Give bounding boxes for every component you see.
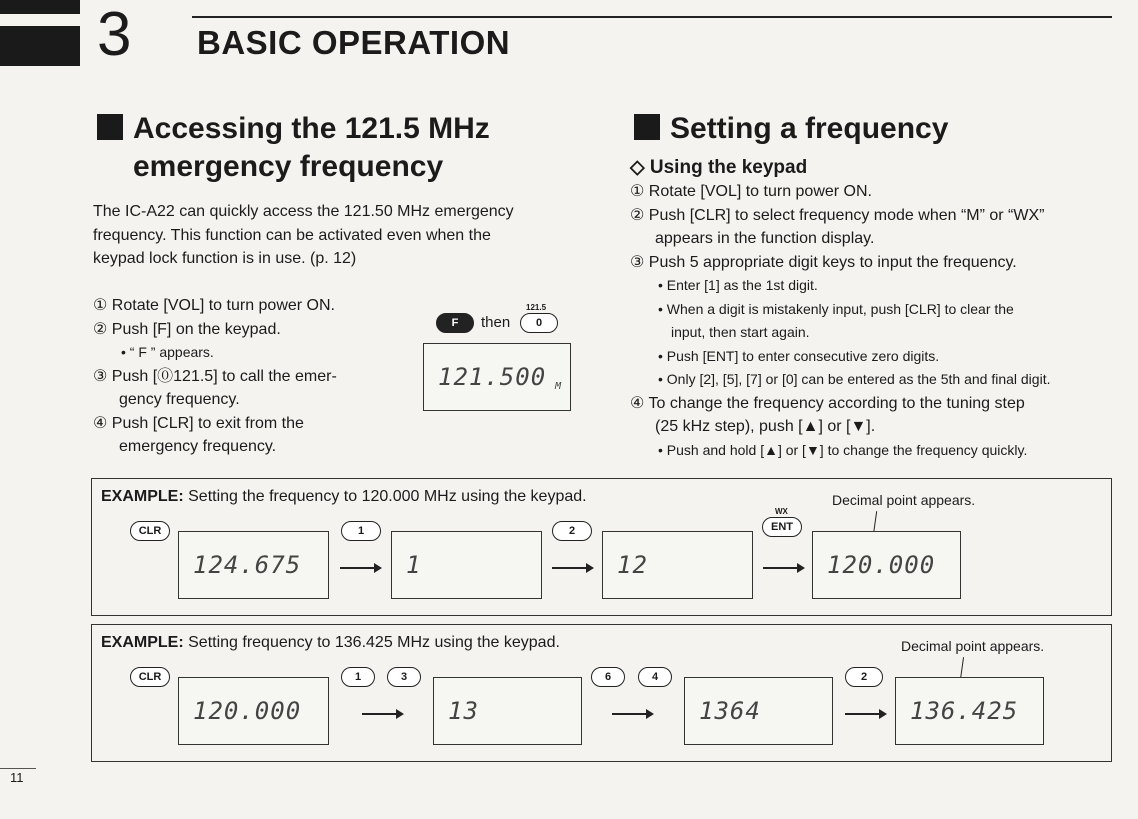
step-note-cont: input, then start again. (671, 324, 810, 340)
arrow-icon (552, 567, 592, 569)
lcd-value: 1 (406, 551, 422, 579)
lcd-value: 124.675 (193, 551, 302, 579)
intro-line: frequency. This function can be activated even when the (93, 226, 491, 244)
right-steps (630, 180, 1110, 462)
chapter-tab (0, 26, 80, 66)
lcd-ex2-4 (895, 677, 1044, 745)
step: ④ To change the frequency according to the tuning step (630, 394, 1025, 412)
decimal-note: Decimal point appears. (832, 492, 976, 508)
subheading: ◇ Using the keypad (630, 157, 808, 178)
step-note: • “ F ” appears. (121, 344, 214, 360)
arrow-icon (612, 713, 652, 715)
example-label: EXAMPLE: (101, 634, 184, 651)
lcd-value: 121.500 (438, 363, 547, 391)
key-ent: ENT (762, 517, 802, 537)
key-0-label: 121.5 (526, 303, 547, 312)
lcd-value: 120.000 (193, 697, 302, 725)
page-rule (0, 768, 36, 769)
step: ③ Push [⓪121.5] to call the emer- (93, 367, 337, 385)
left-heading-line1: Accessing the 121.5 MHz (133, 112, 490, 145)
lcd-ex2-2 (433, 677, 582, 745)
lcd-ex1-4 (812, 531, 961, 599)
step: ④ Push [CLR] to exit from the (93, 414, 304, 432)
key-3: 3 (387, 667, 421, 687)
example1-title (101, 488, 587, 506)
step: ① Rotate [VOL] to turn power ON. (93, 297, 335, 314)
decimal-note: Decimal point appears. (901, 638, 1045, 654)
key-2: 2 (845, 667, 883, 687)
page-number: 11 (10, 770, 24, 785)
lcd-mode: M (554, 381, 562, 392)
left-heading (97, 110, 490, 148)
key-4: 4 (638, 667, 672, 687)
example-text: Setting frequency to 136.425 MHz using the keypad. (183, 634, 560, 651)
step-cont: appears in the function display. (655, 230, 875, 247)
key-clr: CLR (130, 521, 170, 541)
lcd-ex2-1 (178, 677, 329, 745)
intro-line: keypad lock function is in use. (p. 12) (93, 250, 357, 267)
key-1: 1 (341, 521, 381, 541)
key-2: 2 (552, 521, 592, 541)
right-heading (634, 110, 948, 148)
lcd-value: 12 (617, 551, 648, 579)
lcd-value: 120.000 (827, 551, 936, 579)
example-text: Setting the frequency to 120.000 MHz using the keypad. (183, 488, 587, 505)
step-cont: (25 kHz step), push [▲] or [▼]. (655, 418, 876, 435)
then-text: then (481, 314, 511, 331)
key-ent-label: WX (775, 507, 788, 516)
step: ② Push [F] on the keypad. (93, 320, 281, 338)
header-rule (192, 16, 1112, 18)
lcd-value: 136.425 (910, 697, 1019, 725)
intro-line: The IC-A22 can quickly access the 121.50 MHz emergency (93, 203, 514, 220)
arrow-icon (362, 713, 402, 715)
lcd-ex2-3 (684, 677, 833, 745)
example-label: EXAMPLE: (101, 488, 184, 505)
key-clr: CLR (130, 667, 170, 687)
chapter-tab-top (0, 0, 80, 14)
lcd-emergency (423, 343, 571, 411)
step-note: • Only [2], [5], [7] or [0] can be entered as the 5th and final digit. (658, 371, 1051, 387)
lcd-ex1-3 (602, 531, 753, 599)
arrow-icon (763, 567, 803, 569)
step-note: • When a digit is mistakenly input, push [CLR] to clear the (658, 300, 1014, 317)
section-title: BASIC OPERATION (197, 24, 511, 61)
chapter-number: 3 (97, 0, 132, 69)
key-1: 1 (341, 667, 375, 687)
key-0: 0 (520, 313, 558, 333)
lcd-value: 13 (448, 697, 479, 725)
step: ① Rotate [VOL] to turn power ON. (630, 183, 872, 200)
right-heading-text: Setting a frequency (670, 112, 949, 145)
arrow-icon (340, 567, 380, 569)
arrow-icon (845, 713, 885, 715)
lcd-ex1-2 (391, 531, 542, 599)
key-f: F (436, 313, 474, 333)
step: ③ Push 5 appropriate digit keys to input the frequency. (630, 253, 1017, 271)
example2-title (101, 634, 560, 652)
left-intro (93, 200, 514, 271)
left-heading-line2: emergency frequency (133, 150, 444, 183)
left-steps (93, 294, 337, 459)
heading-square-icon (634, 114, 660, 140)
step-note: • Push [ENT] to enter consecutive zero digits. (658, 347, 940, 364)
lcd-ex1-1 (178, 531, 329, 599)
heading-square-icon (97, 114, 123, 140)
step-note: • Push and hold [▲] or [▼] to change the frequency quickly. (658, 441, 1028, 458)
step-cont: emergency frequency. (119, 438, 277, 455)
step-cont: gency frequency. (119, 391, 240, 408)
step: ② Push [CLR] to select frequency mode when “M” or “WX” (630, 206, 1045, 224)
key-6: 6 (591, 667, 625, 687)
step-note: • Enter [1] as the 1st digit. (658, 277, 818, 293)
lcd-value: 1364 (699, 697, 761, 725)
